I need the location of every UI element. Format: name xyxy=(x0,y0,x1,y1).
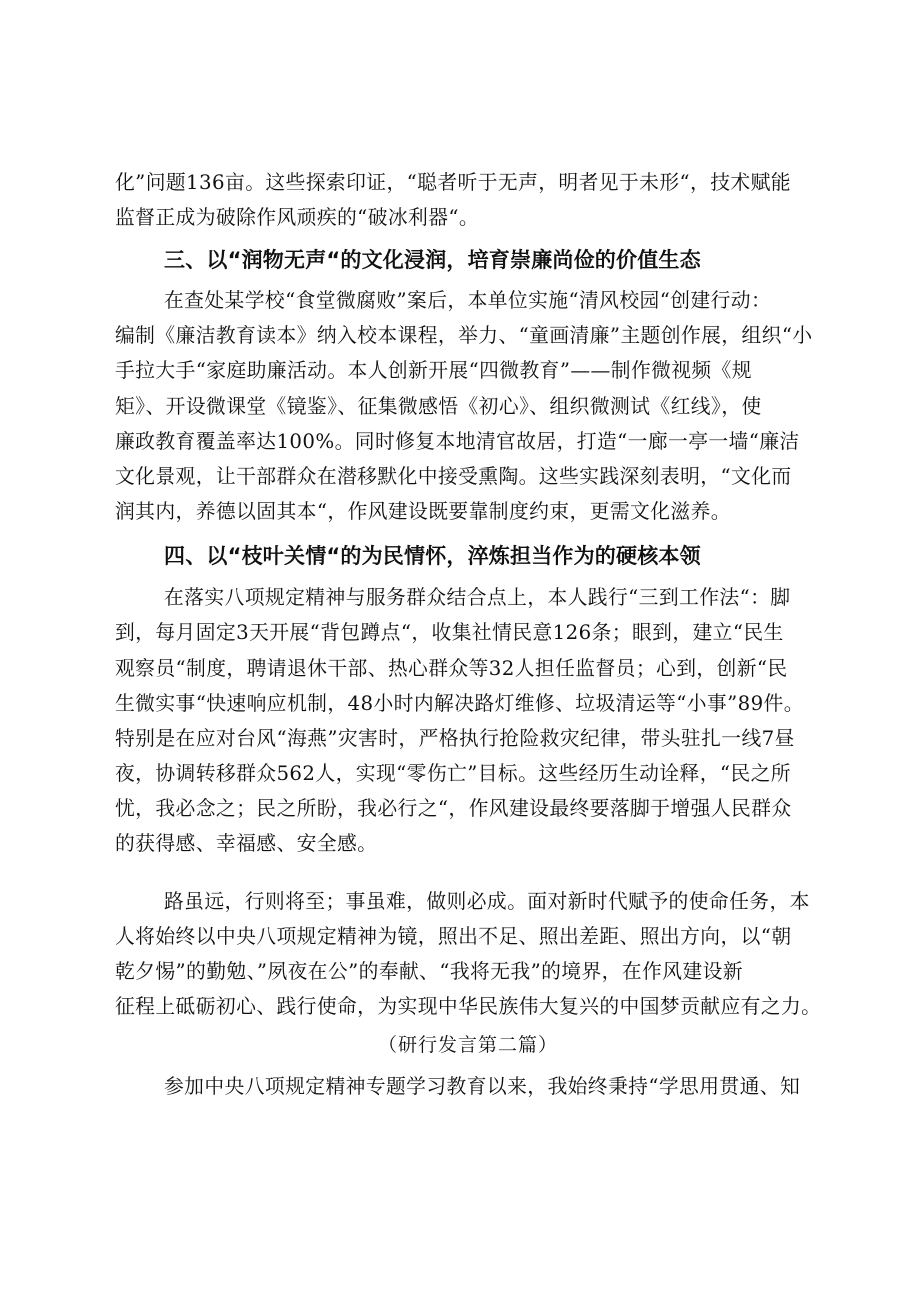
paragraph-line: 生微实事“快速响应机制，48小时内解决路灯维修、垃圾清运等“小事”89件。 xyxy=(115,692,804,715)
section-heading-3: 三、以“润物无声“的文化浸润，培育崇廉尚俭的价值生态 xyxy=(164,248,701,272)
paragraph-line: 参加中央八项规定精神专题学习教育以来，我始终秉持“学思用贯通、知 xyxy=(164,1075,801,1098)
paragraph-line: 手拉大手“家庭助廉活动。本人创新开展“四微教育”——制作微视频《规 xyxy=(115,359,752,382)
paragraph-line: 乾夕惕”的勤勉、”夙夜在公”的奉献、“我将无我”的境界，在作风建设新 xyxy=(115,960,743,983)
paragraph-line: 在查处某学校“食堂微腐败”案后，本单位实施“清风校园“创建行动： xyxy=(164,289,772,312)
paragraph-line: 化”问题136亩。这些探索印证，“聪者听于无声，明者见于未形“，技术赋能 xyxy=(115,171,791,194)
paragraph-line: 的获得感、幸福感、安全感。 xyxy=(115,832,378,855)
paragraph-line: 矩》、开设微课堂《镜鉴》、征集微感悟《初心》、组织微测试《红线》，使 xyxy=(115,395,762,418)
paragraph-line: 文化景观，让干部群众在潜移默化中接受熏陶。这些实践深刻表明，“文化而 xyxy=(115,465,792,488)
paragraph-line: 到，每月固定3天开展“背包蹲点“，收集社情民意126条；眼到，建立“民生 xyxy=(115,621,784,644)
paragraph-line: 忧，我必念之；民之所盼，我必行之“，作风建设最终要落脚于增强人民群众 xyxy=(115,797,792,820)
section-title: （研行发言第二篇） xyxy=(378,1034,559,1056)
paragraph-line: 征程上砥砺初心、践行使命，为实现中华民族伟大复兴的中国梦贡献应有之力。 xyxy=(115,995,822,1018)
paragraph-line: 路虽远，行则将至；事虽难，做则必成。面对新时代赋予的使命任务，本 xyxy=(164,890,810,913)
paragraph-line: 夜，协调转移群众562人，实现“零伤亡”目标。这些经历生动诠释，“民之所 xyxy=(115,762,791,785)
paragraph-line: 监督正成为破除作风顽疾的“破冰利器“。 xyxy=(115,206,480,229)
paragraph-line: 润其内，养德以固其本“，作风建设既要靠制度约束，更需文化滋养。 xyxy=(115,500,731,523)
paragraph-line: 在落实八项规定精神与服务群众结合点上，本人践行“三到工作法“：脚 xyxy=(164,586,791,609)
paragraph-line: 特别是在应对台风“海燕”灾害时，严格执行抢险救灾纪律，带头驻扎一线7昼 xyxy=(115,727,795,750)
section-heading-4: 四、以“枝叶关情“的为民情怀，淬炼担当作为的硬核本领 xyxy=(164,544,701,568)
paragraph-line: 编制《廉洁教育读本》纳入校本课程，举力、“童画清廉”主题创作展，组织“小 xyxy=(115,324,813,347)
paragraph-line: 廉政教育覆盖率达100%。同时修复本地清官故居，打造“一廊一亭一墙“廉洁 xyxy=(115,430,800,453)
paragraph-line: 人将始终以中央八项规定精神为镜，照出不足、照出差距、照出方向，以“朝 xyxy=(115,925,792,948)
paragraph-line: 观察员“制度，聘请退休干部、热心群众等32人担任监督员；心到，创新“民 xyxy=(115,657,788,680)
